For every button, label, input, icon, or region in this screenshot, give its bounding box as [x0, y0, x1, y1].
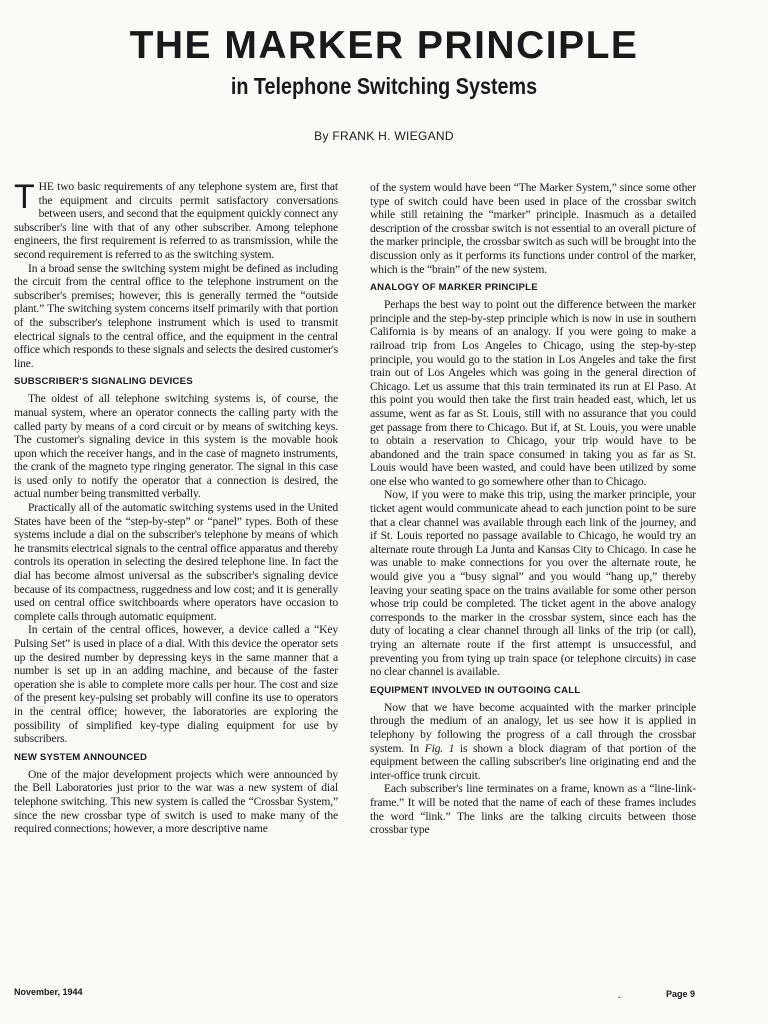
article-subtitle: in Telephone Switching Systems: [230, 73, 538, 99]
section-heading: EQUIPMENT INVOLVED IN OUTGOING CALL: [370, 684, 581, 696]
paragraph: Practically all of the automatic switching systems used in the United States have been of the “step-by-step” or “panel” types. Both of these systems include a dial on the subscriber's telephone by means of which he transmits electrical signals to the central office apparatus and thereby controls its operation in selecting the desired telephone line. In fact the dial has become almost universal as the subscriber's signaling device because of its compactness, ruggedness and low cost; and it is generally used on central office switchboards where operators have occasion to complete calls through automatic equipment.: [14, 501, 338, 623]
paragraph: Now, if you were to make this trip, using the marker principle, your ticket agent would communicate ahead to each junction point to be sure that a clear channel was available through each link of the journey, and if St. Louis reported no passage available to Chicago, he would try an alternate route through La Junta and Kansas City to Chicago. In case he was unable to make connections for you over the alternate route, he would give you a “busy signal” and you would “hang up,” thereby leaving your seating space on the trains available for some other person whose trip could be completed. The ticket agent in the above analogy corresponds to the marker in the crossbar system, since each has the duty of locating a clear channel through all links of the trip (or call), trying an alternate route if the first attempt is unsuccessful, and preventing you from tying up train space (or telephone circuits) in case no clear channel is available.: [370, 488, 696, 679]
text-span: is shown a block diagram of that portion of the equipment between the calling subscriber's line originating end and the inter-office trunk circuit.: [370, 741, 696, 782]
footer-mark: .: [618, 990, 621, 1001]
byline: By FRANK H. WIEGAND: [314, 129, 454, 143]
section-heading: SUBSCRIBER'S SIGNALING DEVICES: [14, 376, 193, 388]
paragraph: The oldest of all telephone switching systems is, of course, the manual system, where an operator connects the calling party with the called party by means of a cord circuit or by means of switching keys. The customer's signaling device in this system is the movable hook upon which the receiver hangs, and in the case of magneto instruments, the crank of the magneto type ringing generator. The signal in this case is used only to notify the operator that a connection is desired, the actual number being transmitted verbally.: [14, 392, 338, 501]
intro-text: HE two basic requirements of any telephone system are, first that the equipment and circuits permit satisfactory conversations between users, and second that the equipment quickly connect any subscriber's line with that of any other subscriber. Among telephone engineers, the first requirement is referred to as transmission, while the second requirement is referred to as the switching system.: [14, 180, 338, 261]
paragraph: In a broad sense the switching system might be defined as including the circuit from the central office to the telephone instrument on the subscriber's premises; however, this is generally termed the “outside plant.” The switching system concerns itself primarily with that portion of the subscriber's telephone instrument which is used to transmit electrical signals to the central office, and the equipment in the central office which responds to these signals and selects the desired customer's line.: [14, 261, 338, 370]
issue-date: November, 1944: [14, 987, 83, 997]
paragraph: Perhaps the best way to point out the difference between the marker principle and the step-by-step principle which is now in use in southern California is by means of an analogy. If you were going to make a railroad trip from Los Angeles to Chicago, using the step-by-step principle, you would go to the station in Los Angeles and take the first train out of Los Angeles which was going in the general direction of Chicago. Let us assume that this train terminated its run at El Paso. At this point you would then take the first train headed east, which, let us assume, went as far as St. Louis, still with no assurance that you could get passage from there to Chicago. But if, at St. Louis, you were unable to obtain a reservation to Chicago, your trip would have to be abandoned and the train space consumed in taking you as far as St. Louis would have been wasted, and could have been utilized by some one else who wanted to go somewhere other than to Chicago.: [370, 298, 696, 488]
intro-paragraph: [14, 180, 338, 262]
figure-reference: Fig. 1: [424, 741, 455, 755]
section-heading: NEW SYSTEM ANNOUNCED: [14, 751, 148, 763]
text-span: Now that we have become acquainted with the marker principle through the medium of an analogy, let us see how it is applied in telephony by following the progress of a call through the crossbar system. In: [370, 700, 696, 755]
paragraph: One of the major development projects which were announced by the Bell Laboratories just prior to the war was a new system of dial telephone switching. This new system is called the “Crossbar System,” since the new crossbar type of switch is used to make many of the required connections; however, a more descriptive name: [14, 767, 338, 836]
drop-cap: T: [14, 178, 35, 216]
article-title: THE MARKER PRINCIPLE: [129, 24, 639, 67]
paragraph: In certain of the central offices, however, a device called a “Key Pulsing Set” is used in place of a dial. With this device the operator sets up the desired number by depressing keys in the same manner that a number is set up in an adding machine, and because of the faster operation she is able to complete more calls per hour. The cost and size of the present key-pulsing set probably will confine its use to operators in the central office; however, the laboratories are exploring the possibility of simplified key-type dialing equipment for use by subscribers.: [14, 623, 338, 746]
page-number: Page 9: [665, 989, 695, 999]
section-heading: ANALOGY OF MARKER PRINCIPLE: [370, 282, 538, 294]
paragraph: of the system would have been “The Marker System,” since some other type of switch could have been used in place of the crossbar switch while still retaining the “marker” principle. Inasmuch as a detailed description of the crossbar switch is not essential to an overall picture of the marker principle, the crossbar switch as such will be brought into the discussion only as it performs its functions under control of the marker, which is the “brain” of the new system.: [370, 181, 696, 276]
right-column: [370, 181, 696, 837]
paragraph: Each subscriber's line terminates on a frame, known as a “line-link-frame.” It will be noted that the name of each of these frames includes the word “link.” The links are the talking circuits between those crossbar type: [370, 782, 696, 837]
left-column: [14, 180, 338, 836]
paragraph: [370, 701, 696, 783]
